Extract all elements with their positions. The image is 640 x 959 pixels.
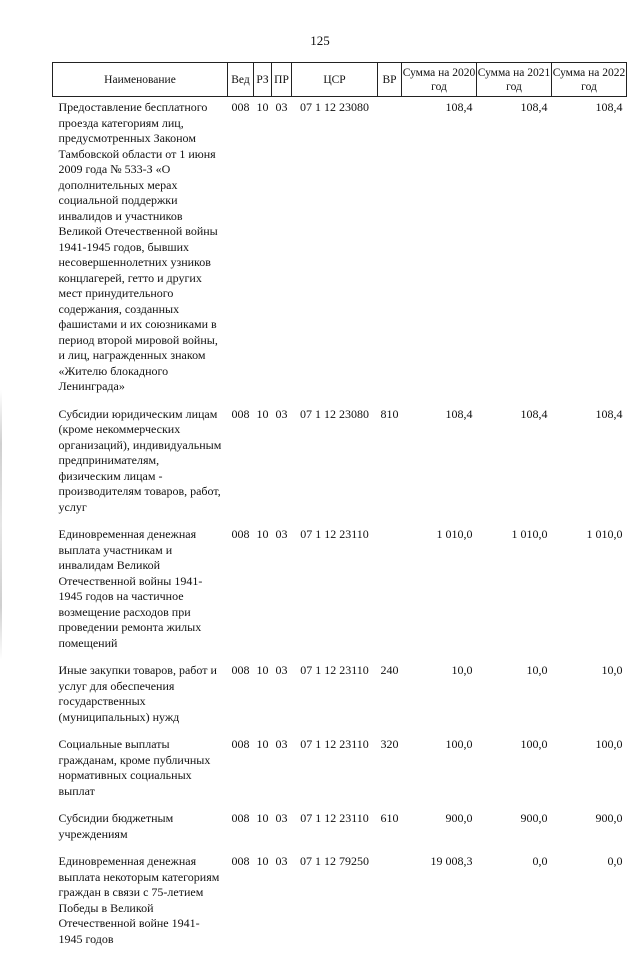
row-sum-2020: 10,0 bbox=[402, 663, 477, 737]
row-csr: 07 1 12 23080 bbox=[292, 407, 378, 528]
row-pr: 03 bbox=[272, 737, 292, 811]
row-csr: 07 1 12 23080 bbox=[292, 100, 378, 407]
row-pr: 03 bbox=[272, 100, 292, 407]
row-sum-2022: 900,0 bbox=[552, 811, 627, 854]
row-ved: 008 bbox=[228, 407, 254, 528]
scan-edge-artifact bbox=[0, 390, 2, 660]
row-vr: 240 bbox=[378, 663, 402, 737]
table-row bbox=[53, 407, 627, 528]
page-number: 125 bbox=[0, 33, 640, 49]
table-row bbox=[53, 663, 627, 737]
table-row bbox=[53, 854, 627, 959]
row-name: Единовременная денежная выплата некоторым категориям граждан в связи с 75-летием Победы в Великой Отечественной войне 1941-1945 годов bbox=[53, 854, 228, 959]
row-sum-2020: 108,4 bbox=[402, 100, 477, 407]
table-body bbox=[53, 97, 627, 959]
row-pr: 03 bbox=[272, 527, 292, 663]
row-vr: 320 bbox=[378, 737, 402, 811]
row-ved: 008 bbox=[228, 663, 254, 737]
header-name: Наименование bbox=[53, 63, 228, 97]
header-sum-2020: Сумма на 2020 год bbox=[402, 63, 477, 97]
row-name: Предоставление бесплатного проезда категориям лиц, предусмотренных Законом Тамбовской области от 1 июня 2009 года № 533-З «О дополнительных мерах социальной поддержки инвалидов и участников Великой Отечественной войны 1941-1945 годов, бывших несовершеннолетних узников концлагерей, гетто и других мест принудительного содержания, созданных фашистами и их союзниками в период второй мировой войны, и лиц, награжденных знаком «Жителю блокадного Ленинграда» bbox=[53, 100, 228, 407]
row-sum-2020: 1 010,0 bbox=[402, 527, 477, 663]
row-name: Социальные выплаты гражданам, кроме публичных нормативных социальных выплат bbox=[53, 737, 228, 811]
row-sum-2021: 0,0 bbox=[477, 854, 552, 959]
row-sum-2022: 100,0 bbox=[552, 737, 627, 811]
row-ved: 008 bbox=[228, 811, 254, 854]
row-sum-2021: 108,4 bbox=[477, 407, 552, 528]
row-vr: 610 bbox=[378, 811, 402, 854]
row-sum-2021: 10,0 bbox=[477, 663, 552, 737]
header-sum-2022: Сумма на 2022 год bbox=[552, 63, 627, 97]
row-csr: 07 1 12 23110 bbox=[292, 527, 378, 663]
row-sum-2020: 19 008,3 bbox=[402, 854, 477, 959]
row-sum-2022: 0,0 bbox=[552, 854, 627, 959]
row-pr: 03 bbox=[272, 663, 292, 737]
row-sum-2021: 100,0 bbox=[477, 737, 552, 811]
header-pr: ПР bbox=[272, 63, 292, 97]
table-row bbox=[53, 737, 627, 811]
row-csr: 07 1 12 79250 bbox=[292, 854, 378, 959]
row-sum-2022: 108,4 bbox=[552, 100, 627, 407]
row-rz: 10 bbox=[254, 100, 272, 407]
row-sum-2021: 1 010,0 bbox=[477, 527, 552, 663]
row-rz: 10 bbox=[254, 811, 272, 854]
row-name: Иные закупки товаров, работ и услуг для обеспечения государственных (муниципальных) нужд bbox=[53, 663, 228, 737]
table-header-row bbox=[53, 63, 627, 97]
row-name: Субсидии юридическим лицам (кроме некоммерческих организаций), индивидуальным предпринимателям, физическим лицам - производителям товаров, работ, услуг bbox=[53, 407, 228, 528]
row-sum-2020: 100,0 bbox=[402, 737, 477, 811]
header-rz: РЗ bbox=[254, 63, 272, 97]
header-vr: ВР bbox=[378, 63, 402, 97]
row-name: Субсидии бюджетным учреждениям bbox=[53, 811, 228, 854]
row-rz: 10 bbox=[254, 737, 272, 811]
row-vr bbox=[378, 527, 402, 663]
budget-table bbox=[52, 62, 627, 959]
row-rz: 10 bbox=[254, 854, 272, 959]
row-rz: 10 bbox=[254, 527, 272, 663]
row-csr: 07 1 12 23110 bbox=[292, 663, 378, 737]
table-row bbox=[53, 527, 627, 663]
header-csr: ЦСР bbox=[292, 63, 378, 97]
row-ved: 008 bbox=[228, 854, 254, 959]
row-vr bbox=[378, 100, 402, 407]
row-vr bbox=[378, 854, 402, 959]
header-ved: Вед bbox=[228, 63, 254, 97]
row-ved: 008 bbox=[228, 737, 254, 811]
header-sum-2021: Сумма на 2021 год bbox=[477, 63, 552, 97]
row-vr: 810 bbox=[378, 407, 402, 528]
row-rz: 10 bbox=[254, 663, 272, 737]
row-pr: 03 bbox=[272, 854, 292, 959]
row-pr: 03 bbox=[272, 811, 292, 854]
row-name: Единовременная денежная выплата участникам и инвалидам Великой Отечественной войны 1941-1945 годов на частичное возмещение расходов при проведении ремонта жилых помещений bbox=[53, 527, 228, 663]
row-sum-2020: 108,4 bbox=[402, 407, 477, 528]
row-csr: 07 1 12 23110 bbox=[292, 811, 378, 854]
table-row bbox=[53, 811, 627, 854]
row-sum-2021: 900,0 bbox=[477, 811, 552, 854]
row-sum-2020: 900,0 bbox=[402, 811, 477, 854]
row-sum-2022: 108,4 bbox=[552, 407, 627, 528]
row-rz: 10 bbox=[254, 407, 272, 528]
row-csr: 07 1 12 23110 bbox=[292, 737, 378, 811]
table-row bbox=[53, 100, 627, 407]
row-ved: 008 bbox=[228, 527, 254, 663]
row-sum-2021: 108,4 bbox=[477, 100, 552, 407]
row-sum-2022: 1 010,0 bbox=[552, 527, 627, 663]
row-ved: 008 bbox=[228, 100, 254, 407]
row-sum-2022: 10,0 bbox=[552, 663, 627, 737]
row-pr: 03 bbox=[272, 407, 292, 528]
